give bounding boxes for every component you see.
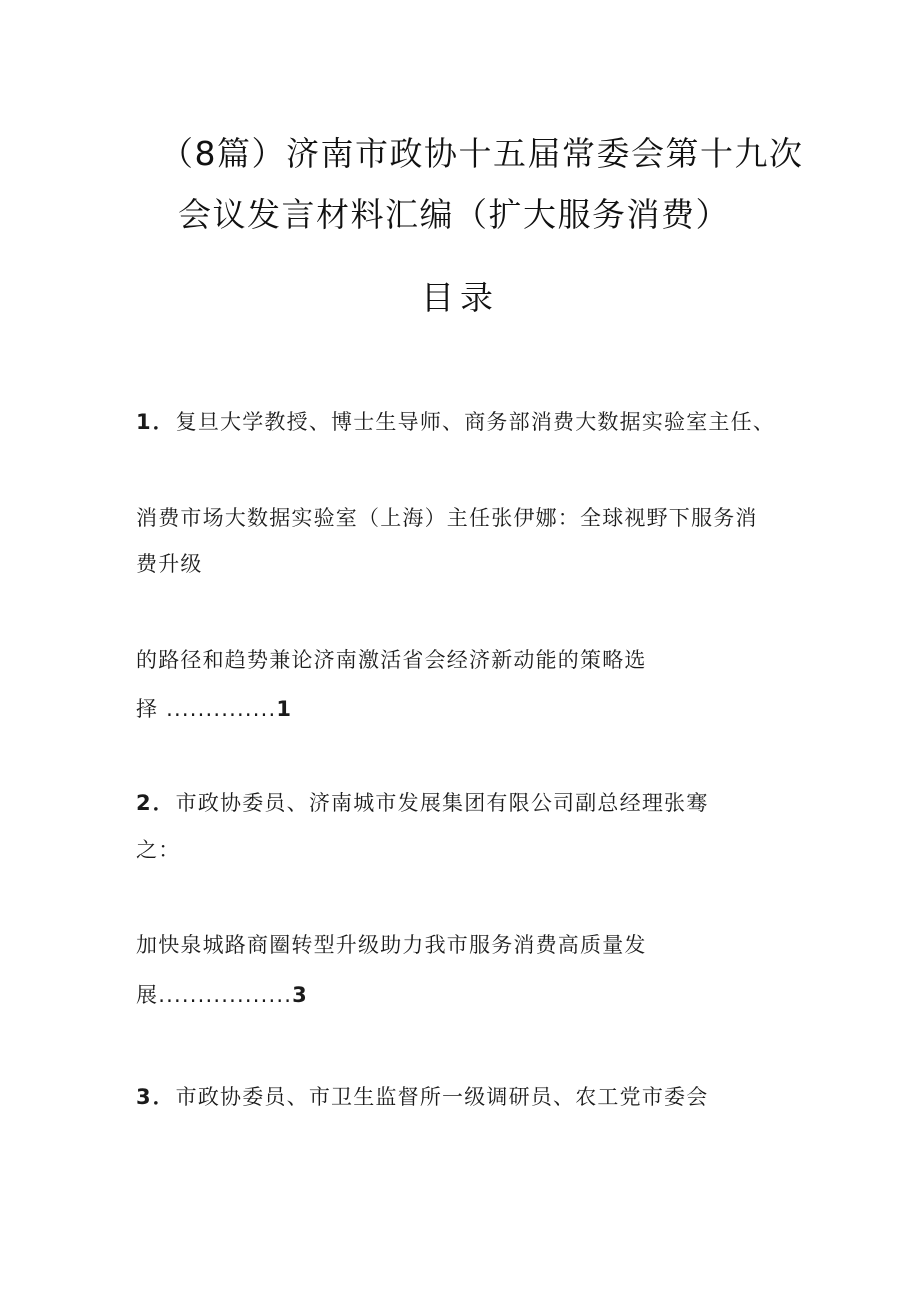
toc-entry-1-line-5 xyxy=(136,695,291,723)
toc-entry-2-line-2: 之： xyxy=(136,838,181,862)
toc-entry-2-line-1 xyxy=(136,789,708,817)
toc-entry-1-line-1 xyxy=(136,408,775,436)
toc-heading: 目录 xyxy=(421,278,499,317)
document-title-line-1: （8篇）济南市政协十五届常委会第十九次 xyxy=(160,134,804,173)
toc-entry-1-line-3: 费升级 xyxy=(136,552,203,576)
document-title-line-2: 会议发言材料汇编（扩大服务消费） xyxy=(178,195,730,234)
toc-entry-2-text: 市政协委员、济南城市发展集团有限公司副总经理张骞 xyxy=(175,791,709,815)
toc-entry-3-number: 3． xyxy=(136,1085,176,1109)
toc-entry-1-text: 复旦大学教授、博士生导师、商务部消费大数据实验室主任、 xyxy=(175,410,776,434)
toc-entry-2-page: 3 xyxy=(292,983,308,1007)
toc-entry-3-text: 市政协委员、市卫生监督所一级调研员、农工党市委会 xyxy=(175,1085,709,1109)
toc-entry-3-line-1 xyxy=(136,1083,708,1111)
toc-entry-2-leader: 展................. xyxy=(136,983,293,1007)
toc-entry-1-line-2: 消费市场大数据实验室（上海）主任张伊娜：全球视野下服务消 xyxy=(136,506,758,530)
toc-entry-1-line-4: 的路径和趋势兼论济南激活省会经济新动能的策略选 xyxy=(136,648,647,672)
toc-entry-2-line-3: 加快泉城路商圈转型升级助力我市服务消费高质量发 xyxy=(136,933,647,957)
toc-entry-2-number: 2． xyxy=(136,791,176,815)
toc-entry-1-page: 1 xyxy=(276,697,292,721)
toc-entry-2-line-4 xyxy=(136,981,307,1009)
toc-entry-1-leader: 择 .............. xyxy=(136,697,277,721)
toc-entry-1-number: 1． xyxy=(136,410,176,434)
